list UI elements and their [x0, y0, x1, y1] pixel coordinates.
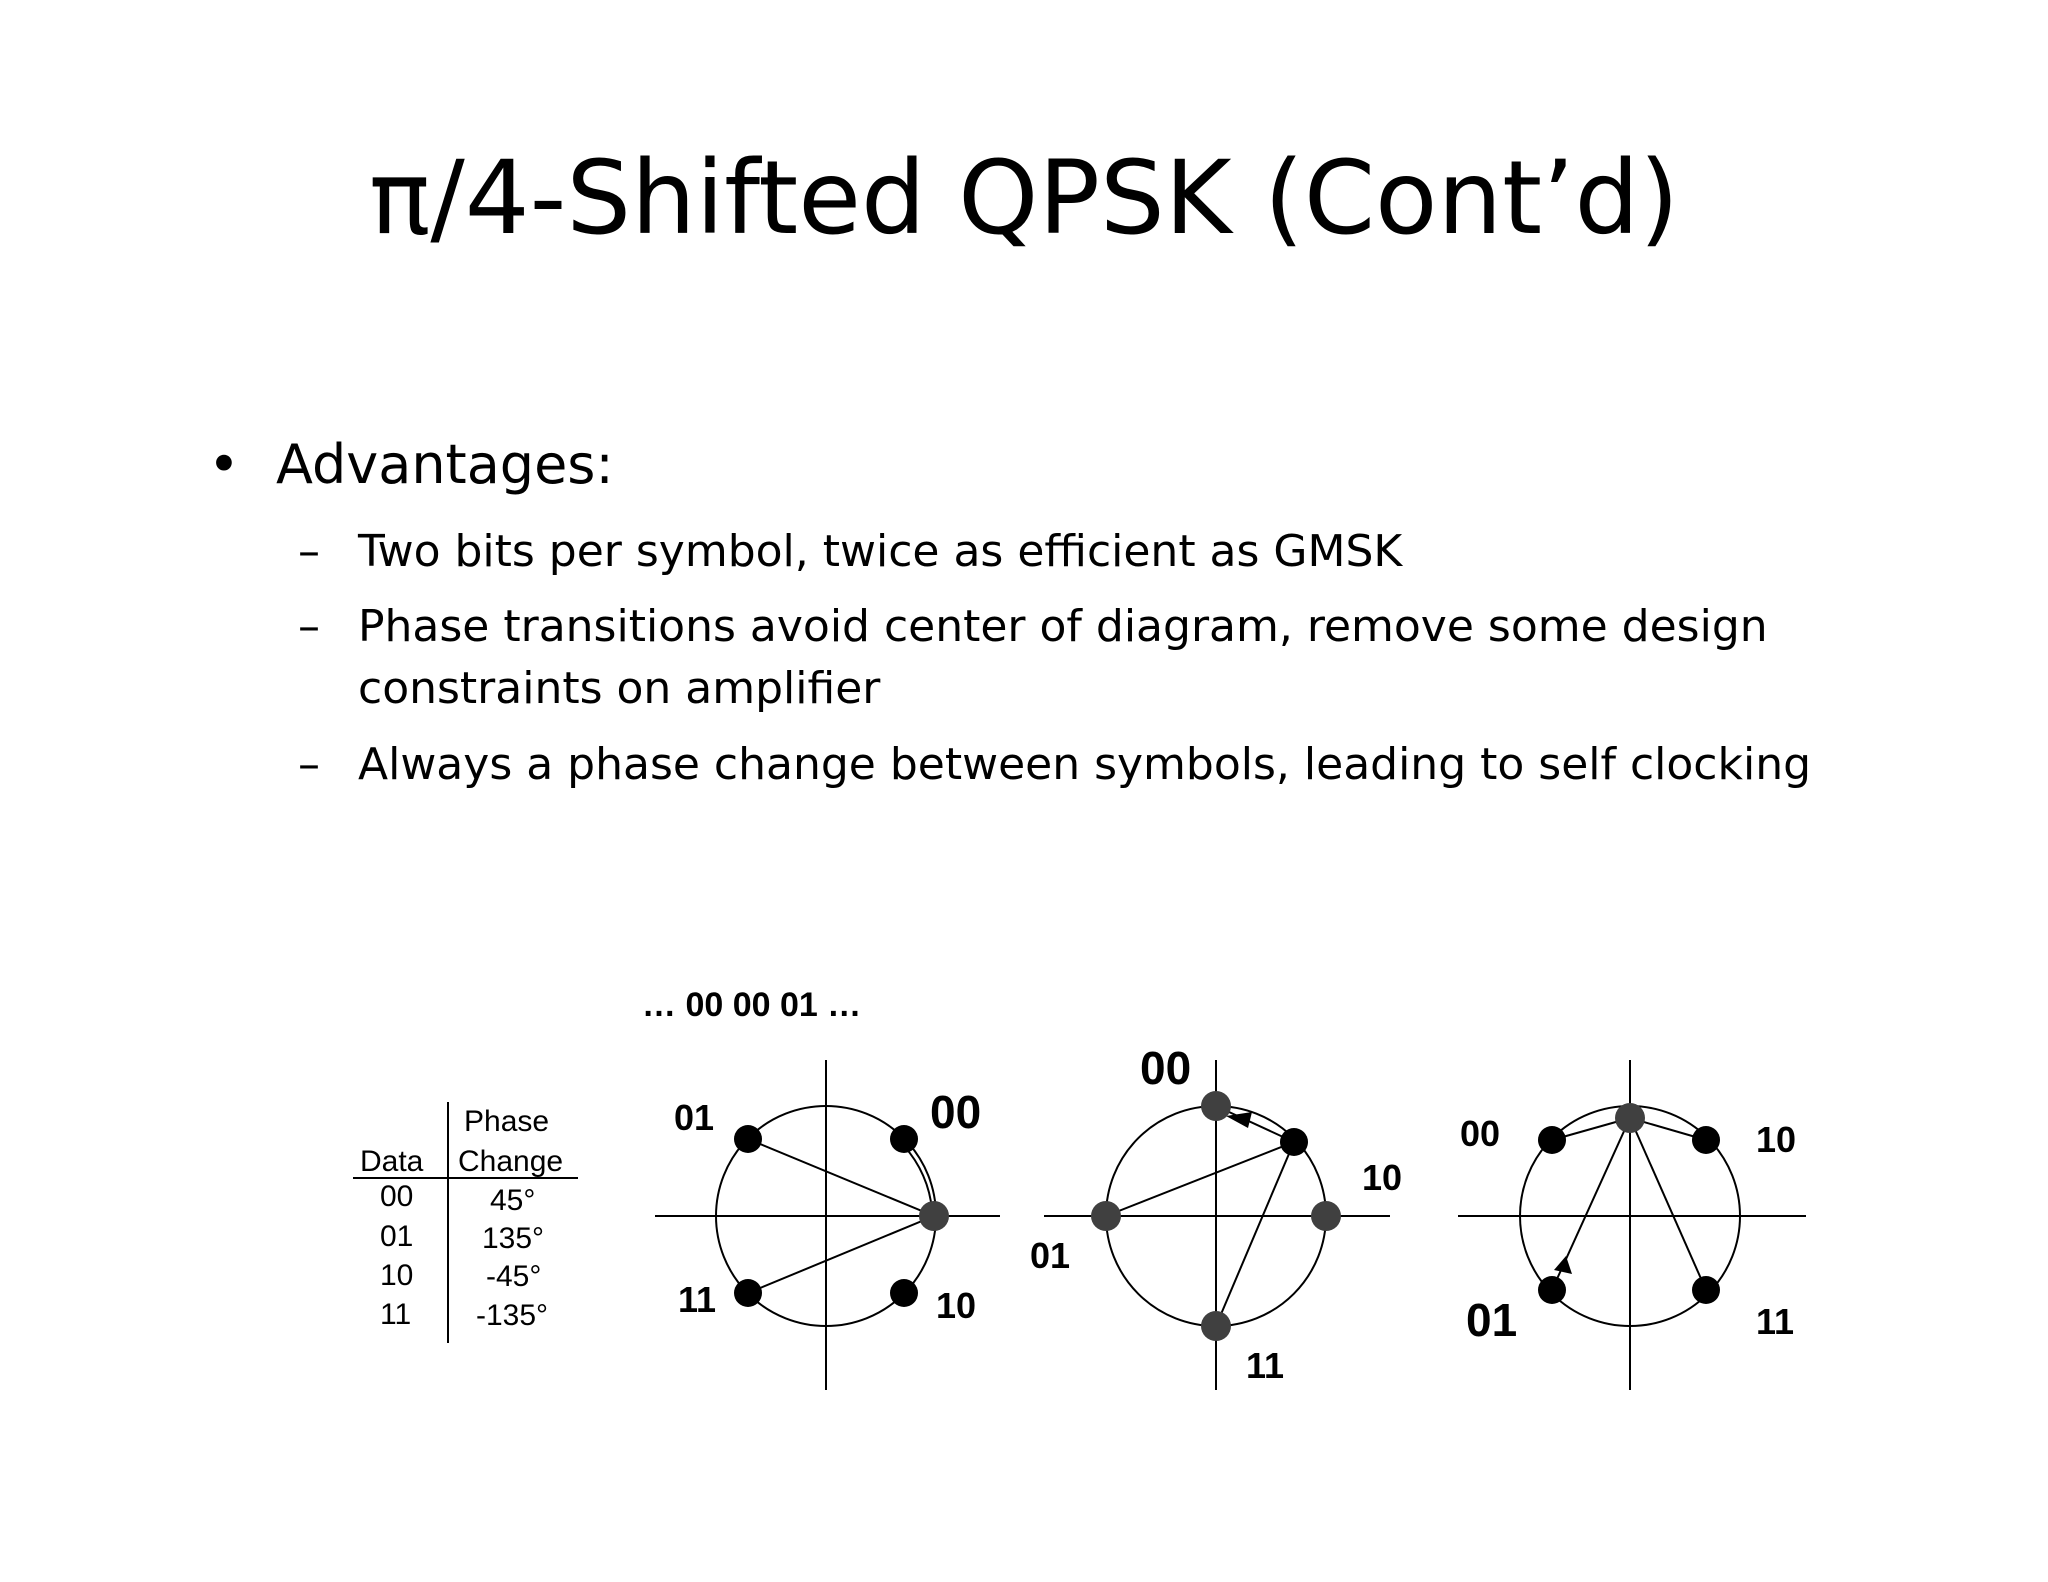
transition-line — [1216, 1142, 1294, 1326]
phase-arrow — [1554, 1256, 1572, 1274]
bullet-marker: • — [208, 433, 240, 496]
constellation-point — [1311, 1201, 1341, 1231]
constellation-point — [734, 1125, 762, 1153]
constellation-point — [1201, 1091, 1231, 1121]
constellation-point — [734, 1279, 762, 1307]
constellation-point — [1538, 1276, 1566, 1304]
table-cell-data: 00 — [380, 1180, 414, 1213]
point-label: 10 — [1362, 1157, 1403, 1198]
table-cell-phase: 45° — [490, 1184, 536, 1217]
constellation-point — [1201, 1311, 1231, 1341]
sequence-label: … 00 00 01 … — [642, 986, 862, 1024]
point-label: 00 — [930, 1086, 982, 1138]
sub-bullet-text: Phase transitions avoid center of diagram, remove some design constraints on amplifier — [358, 601, 1768, 714]
point-label: 10 — [936, 1285, 977, 1326]
point-label: 01 — [1030, 1235, 1071, 1276]
table-cell-data: 01 — [380, 1220, 414, 1253]
table-cell-phase: 135° — [482, 1222, 545, 1255]
phase-arrow — [1226, 1112, 1252, 1128]
table-cell-data: 11 — [380, 1298, 412, 1331]
constellation-point — [890, 1125, 918, 1153]
constellation-diagram-2 — [1030, 1042, 1402, 1390]
constellation-point — [1692, 1126, 1720, 1154]
table-header-change: Change — [458, 1145, 564, 1178]
table-cell-phase: -135° — [476, 1299, 549, 1332]
point-label: 00 — [1140, 1042, 1192, 1094]
point-label: 11 — [1756, 1301, 1795, 1342]
sub-bullet-text: Always a phase change between symbols, leading to self clocking — [358, 739, 1812, 790]
sub-bullet-text: Two bits per symbol, twice as efficient as GMSK — [358, 526, 1403, 577]
constellation-point — [1538, 1126, 1566, 1154]
table-cell-phase: -45° — [486, 1260, 542, 1293]
phase-table — [353, 1102, 578, 1343]
table-header-phase: Phase — [464, 1105, 550, 1138]
point-label: 11 — [1246, 1345, 1285, 1386]
point-label: 01 — [1466, 1294, 1518, 1346]
slide-title: π/4-Shifted QPSK (Cont’d) — [368, 139, 1680, 258]
bullet-text: Advantages: — [276, 433, 614, 496]
constellation-point — [1692, 1276, 1720, 1304]
table-header-data: Data — [360, 1145, 424, 1178]
point-label: 00 — [1460, 1113, 1501, 1154]
constellation-point — [890, 1279, 918, 1307]
constellation-point — [1091, 1201, 1121, 1231]
constellation-diagram-3 — [1458, 1060, 1806, 1390]
sub-bullet-marker: – — [298, 601, 320, 652]
point-label: 01 — [674, 1097, 715, 1138]
point-label: 10 — [1756, 1119, 1797, 1160]
sub-bullet-marker: – — [298, 739, 320, 790]
qpsk-figure-svg — [0, 960, 2048, 1410]
constellation-point — [919, 1201, 949, 1231]
qpsk-figure — [0, 960, 2048, 1414]
sub-bullet-marker: – — [298, 526, 320, 577]
point-label: 11 — [678, 1279, 717, 1320]
table-cell-data: 10 — [380, 1259, 414, 1292]
constellation-diagram-1 — [655, 1060, 1000, 1390]
constellation-point — [1615, 1103, 1645, 1133]
constellation-point — [1280, 1128, 1308, 1156]
transition-line — [1106, 1142, 1294, 1216]
